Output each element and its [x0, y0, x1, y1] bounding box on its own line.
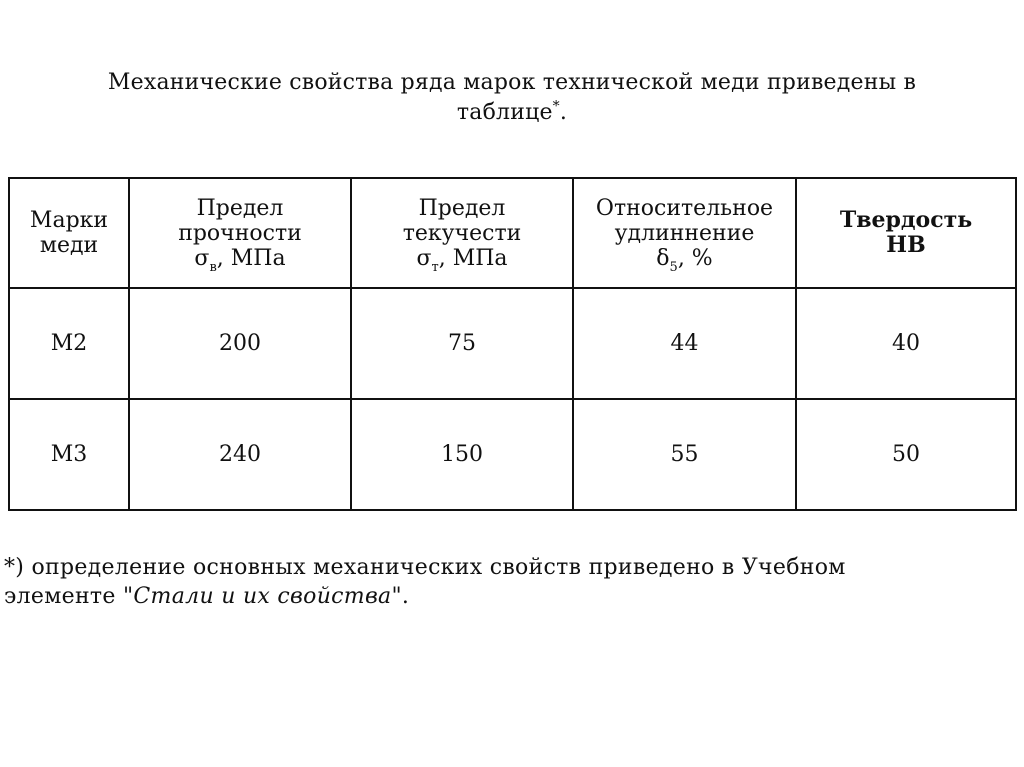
header-yield-strength: [351, 178, 573, 288]
header-tensile-strength-line-1: Предел: [196, 195, 284, 221]
cell-hardness: 40: [796, 288, 1016, 399]
header-elongation: [573, 178, 796, 288]
intro-line-2-end: .: [559, 100, 568, 125]
footnote-line-2: [4, 582, 1014, 611]
subscript-v: в: [209, 259, 217, 275]
delta-symbol: δ: [656, 245, 670, 271]
cell-elongation: 44: [573, 288, 796, 399]
unit-mpa: , МПа: [216, 245, 286, 271]
footnote-open-quote: ": [123, 584, 134, 609]
header-tensile-strength-line-3: [130, 245, 350, 275]
intro-line-2: [40, 98, 984, 128]
cell-grade: М3: [9, 399, 129, 510]
cell-elongation: 55: [573, 399, 796, 510]
sigma-symbol: σ: [194, 245, 210, 271]
intro-line-1: Механические свойства ряда марок технической меди приведены в: [107, 70, 917, 95]
header-yield-strength-line-2: текучести: [402, 220, 522, 246]
header-yield-strength-line-1: Предел: [418, 195, 506, 221]
subscript-t: т: [431, 259, 439, 275]
header-copper-grade-line-2: меди: [39, 233, 99, 258]
table-row: [9, 399, 1016, 510]
footnote-marker: *: [552, 98, 560, 115]
cell-grade: М2: [9, 288, 129, 399]
cell-tensile-strength: 200: [129, 288, 351, 399]
header-hardness: [796, 178, 1016, 288]
footnote-prefix: элементе: [4, 584, 123, 609]
copper-properties-table: [8, 177, 1017, 511]
unit-percent: , %: [677, 245, 713, 271]
cell-tensile-strength: 240: [129, 399, 351, 510]
unit-mpa: , МПа: [438, 245, 508, 271]
header-elongation-line-1: Относительное: [595, 195, 774, 221]
header-tensile-strength-line-2: прочности: [178, 220, 302, 246]
header-elongation-line-2: удлиннение: [614, 220, 755, 246]
sigma-symbol: σ: [416, 245, 432, 271]
header-hardness-line-2: НВ: [886, 232, 926, 258]
intro-paragraph: [40, 68, 984, 128]
footnote: [4, 553, 1014, 611]
header-copper-grade-line-1: Марки: [29, 208, 109, 233]
table-row: [9, 288, 1016, 399]
intro-line-2-text: таблице: [456, 100, 553, 125]
header-copper-grade: [9, 178, 129, 288]
table-header-row: [9, 178, 1016, 288]
header-elongation-line-3: [574, 245, 795, 275]
header-tensile-strength: [129, 178, 351, 288]
subscript-5: 5: [669, 259, 678, 275]
header-hardness-line-1: Твердость: [839, 207, 973, 233]
cell-yield-strength: 75: [351, 288, 573, 399]
footnote-referenced-title: Стали и их свойства: [133, 584, 392, 609]
cell-hardness: 50: [796, 399, 1016, 510]
footnote-line-1: *) определение основных механических свойств приведено в Учебном: [4, 555, 846, 580]
footnote-close: ".: [391, 584, 410, 609]
header-yield-strength-line-3: [352, 245, 572, 275]
cell-yield-strength: 150: [351, 399, 573, 510]
